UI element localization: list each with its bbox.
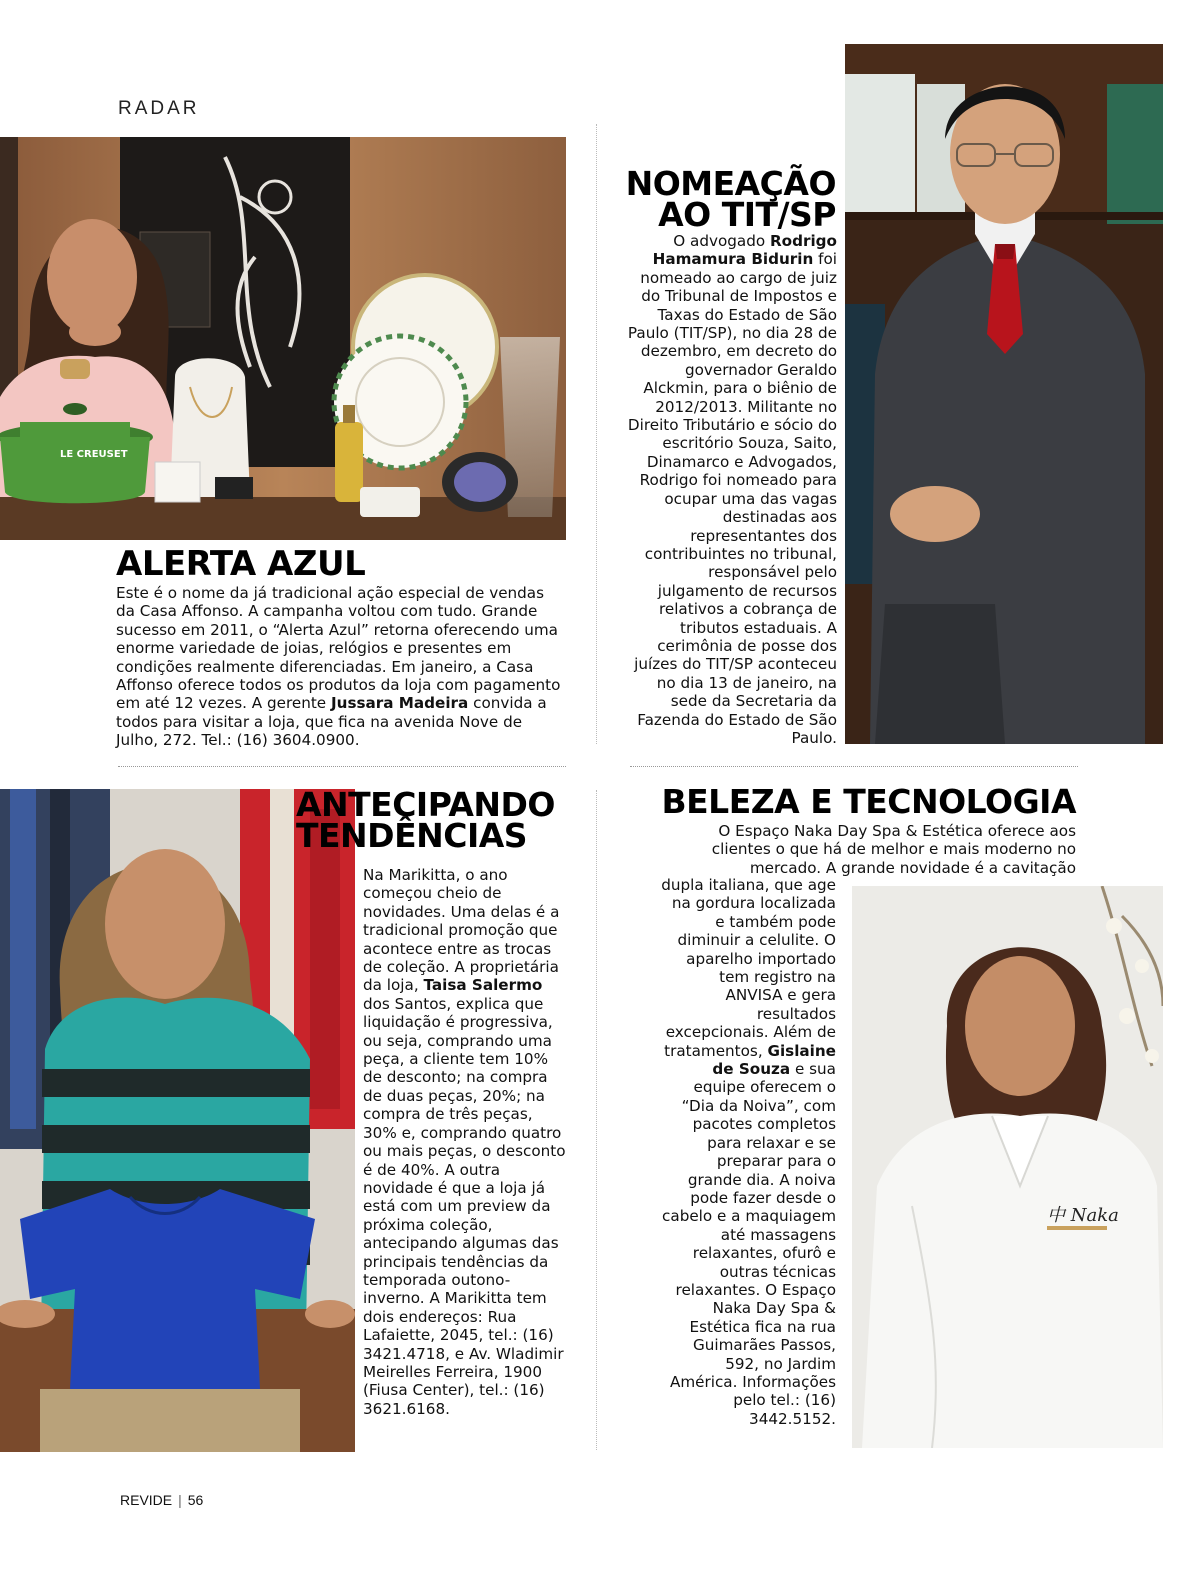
- column-divider-bottom: [596, 790, 597, 1450]
- beleza-text-2: e sua equipe oferecem o “Dia da Noiva”, com pacotes completos para relaxar e se preparar para o grande dia. A noiva pode fazer desde o cabelo e a maquiagem até massagens relaxantes, ofurô e outras técnicas relaxantes. O Espaço Naka Day Spa & Estética fica na rua Guimarães Passos, 592, no Jardim América. Informações pelo tel.: (16) 3442.5152.: [662, 1060, 836, 1428]
- section-tag: RADAR: [118, 98, 200, 119]
- page-footer: [120, 1492, 203, 1508]
- alerta-azul-text-1: Este é o nome da já tradicional ação especial de vendas da Casa Affonso. A campanha voltou com tudo. Grande sucesso em 2011, o “Alerta Azul” retorna oferecendo uma enorme variedade de joias, relógios e presentes em condições realmente diferenciadas. Em janeiro, a Casa Affonso oferece todos os produtos da loja com pagamento em até 12 vezes. A gerente: [116, 584, 561, 713]
- beleza-text-1: dupla italiana, que age na gordura localizada e também pode diminuir a celulite. O aparelho importado tem registro na ANVISA e gera resultados excepcionais. Além de tratamentos,: [661, 876, 836, 1060]
- alerta-azul-photo: [0, 137, 566, 540]
- row-divider-left: [118, 766, 566, 767]
- antecipando-body: [363, 866, 569, 1418]
- row-divider-right: [630, 766, 1078, 767]
- beleza-intro: O Espaço Naka Day Spa & Estética oferece aos clientes o que há de melhor e mais moderno no mercado. A grande novidade é a cavitação: [711, 822, 1076, 877]
- alerta-azul-person: Jussara Madeira: [330, 694, 469, 713]
- nomeacao-title-line1: NOMEAÇÃO: [625, 164, 836, 203]
- naka-logo-text: 中 Naka: [1047, 1205, 1119, 1226]
- nomeacao-photo: [845, 44, 1163, 744]
- antecipando-text-1: Na Marikitta, o ano começou cheio de novidades. Uma delas é a tradicional promoção que acontece entre as trocas de coleção. A proprietária da loja,: [363, 866, 560, 995]
- nomeacao-title: [600, 164, 836, 235]
- alerta-azul-text-2: convida a todos para visitar a loja, que fica na avenida Nove de Julho, 272. Tel.: (16) 3604.0900.: [116, 694, 547, 750]
- nomeacao-person: Rodrigo Hamamura Bidurin: [652, 232, 837, 269]
- antecipando-title-line2: TENDÊNCIAS: [296, 816, 528, 856]
- pot-brand-label: LE CREUSET: [60, 449, 128, 460]
- nomeacao-text-1: O advogado: [673, 232, 770, 250]
- footer-separator: |: [178, 1492, 182, 1508]
- page-number: 56: [187, 1492, 204, 1508]
- column-divider-top: [596, 124, 597, 744]
- beleza-person: Gislaine de Souza: [712, 1041, 836, 1079]
- antecipando-text-2: dos Santos, explica que liquidação é progressiva, ou seja, comprando uma peça, a cliente tem 10% de desconto; na compra de duas peças, 20%; na compra de três peças, 30% e, comprando quatro ou mais peças, o desconto é de 40%. A outra novidade é que a loja já está com um preview da próxima coleção, antecipando algumas das principais tendências da temporada outono-inverno. A Marikitta tem dois endereços: Rua Lafaiette, 2045, tel.: (16) 3421.4718, e Av. Wladimir Meirelles Ferreira, 1900 (Fiusa Center), tel.: (16) 3621.6168.: [363, 994, 566, 1418]
- antecipando-title-line1: ANTECIPANDO: [296, 785, 555, 824]
- beleza-body: [660, 876, 836, 1428]
- nomeacao-body: [626, 232, 837, 747]
- antecipando-title: [296, 785, 555, 856]
- magazine-name: REVIDE: [120, 1492, 173, 1508]
- antecipando-person: Taisa Salermo: [423, 976, 543, 995]
- nomeacao-text-2: foi nomeado ao cargo de juiz do Tribunal de Impostos e Taxas do Estado de São Paulo (TIT/SP), no dia 28 de dezembro, em decreto do governador Geraldo Alckmin, para o biênio de 2012/2013. Militante no Direito Tributário e sócio do escritório Souza, Saito, Dinamarco e Advogados, Rodrigo foi nomeado para ocupar uma das vagas destinadas aos representantes dos contribuintes no tribunal, responsável pelo julgamento de recursos relativos a cobrança de tributos estaduais. A cerimônia de posse dos juízes do TIT/SP aconteceu no dia 13 de janeiro, na sede da Secretaria da Fazenda do Estado de São Paulo.: [627, 250, 837, 747]
- alerta-azul-title: ALERTA AZUL: [116, 544, 366, 584]
- nomeacao-title-line2: AO TIT/SP: [658, 195, 836, 235]
- beleza-title: BELEZA E TECNOLOGIA: [661, 782, 1076, 821]
- antecipando-photo: [0, 789, 355, 1452]
- beleza-photo: [852, 886, 1163, 1448]
- alerta-azul-body: [116, 584, 566, 750]
